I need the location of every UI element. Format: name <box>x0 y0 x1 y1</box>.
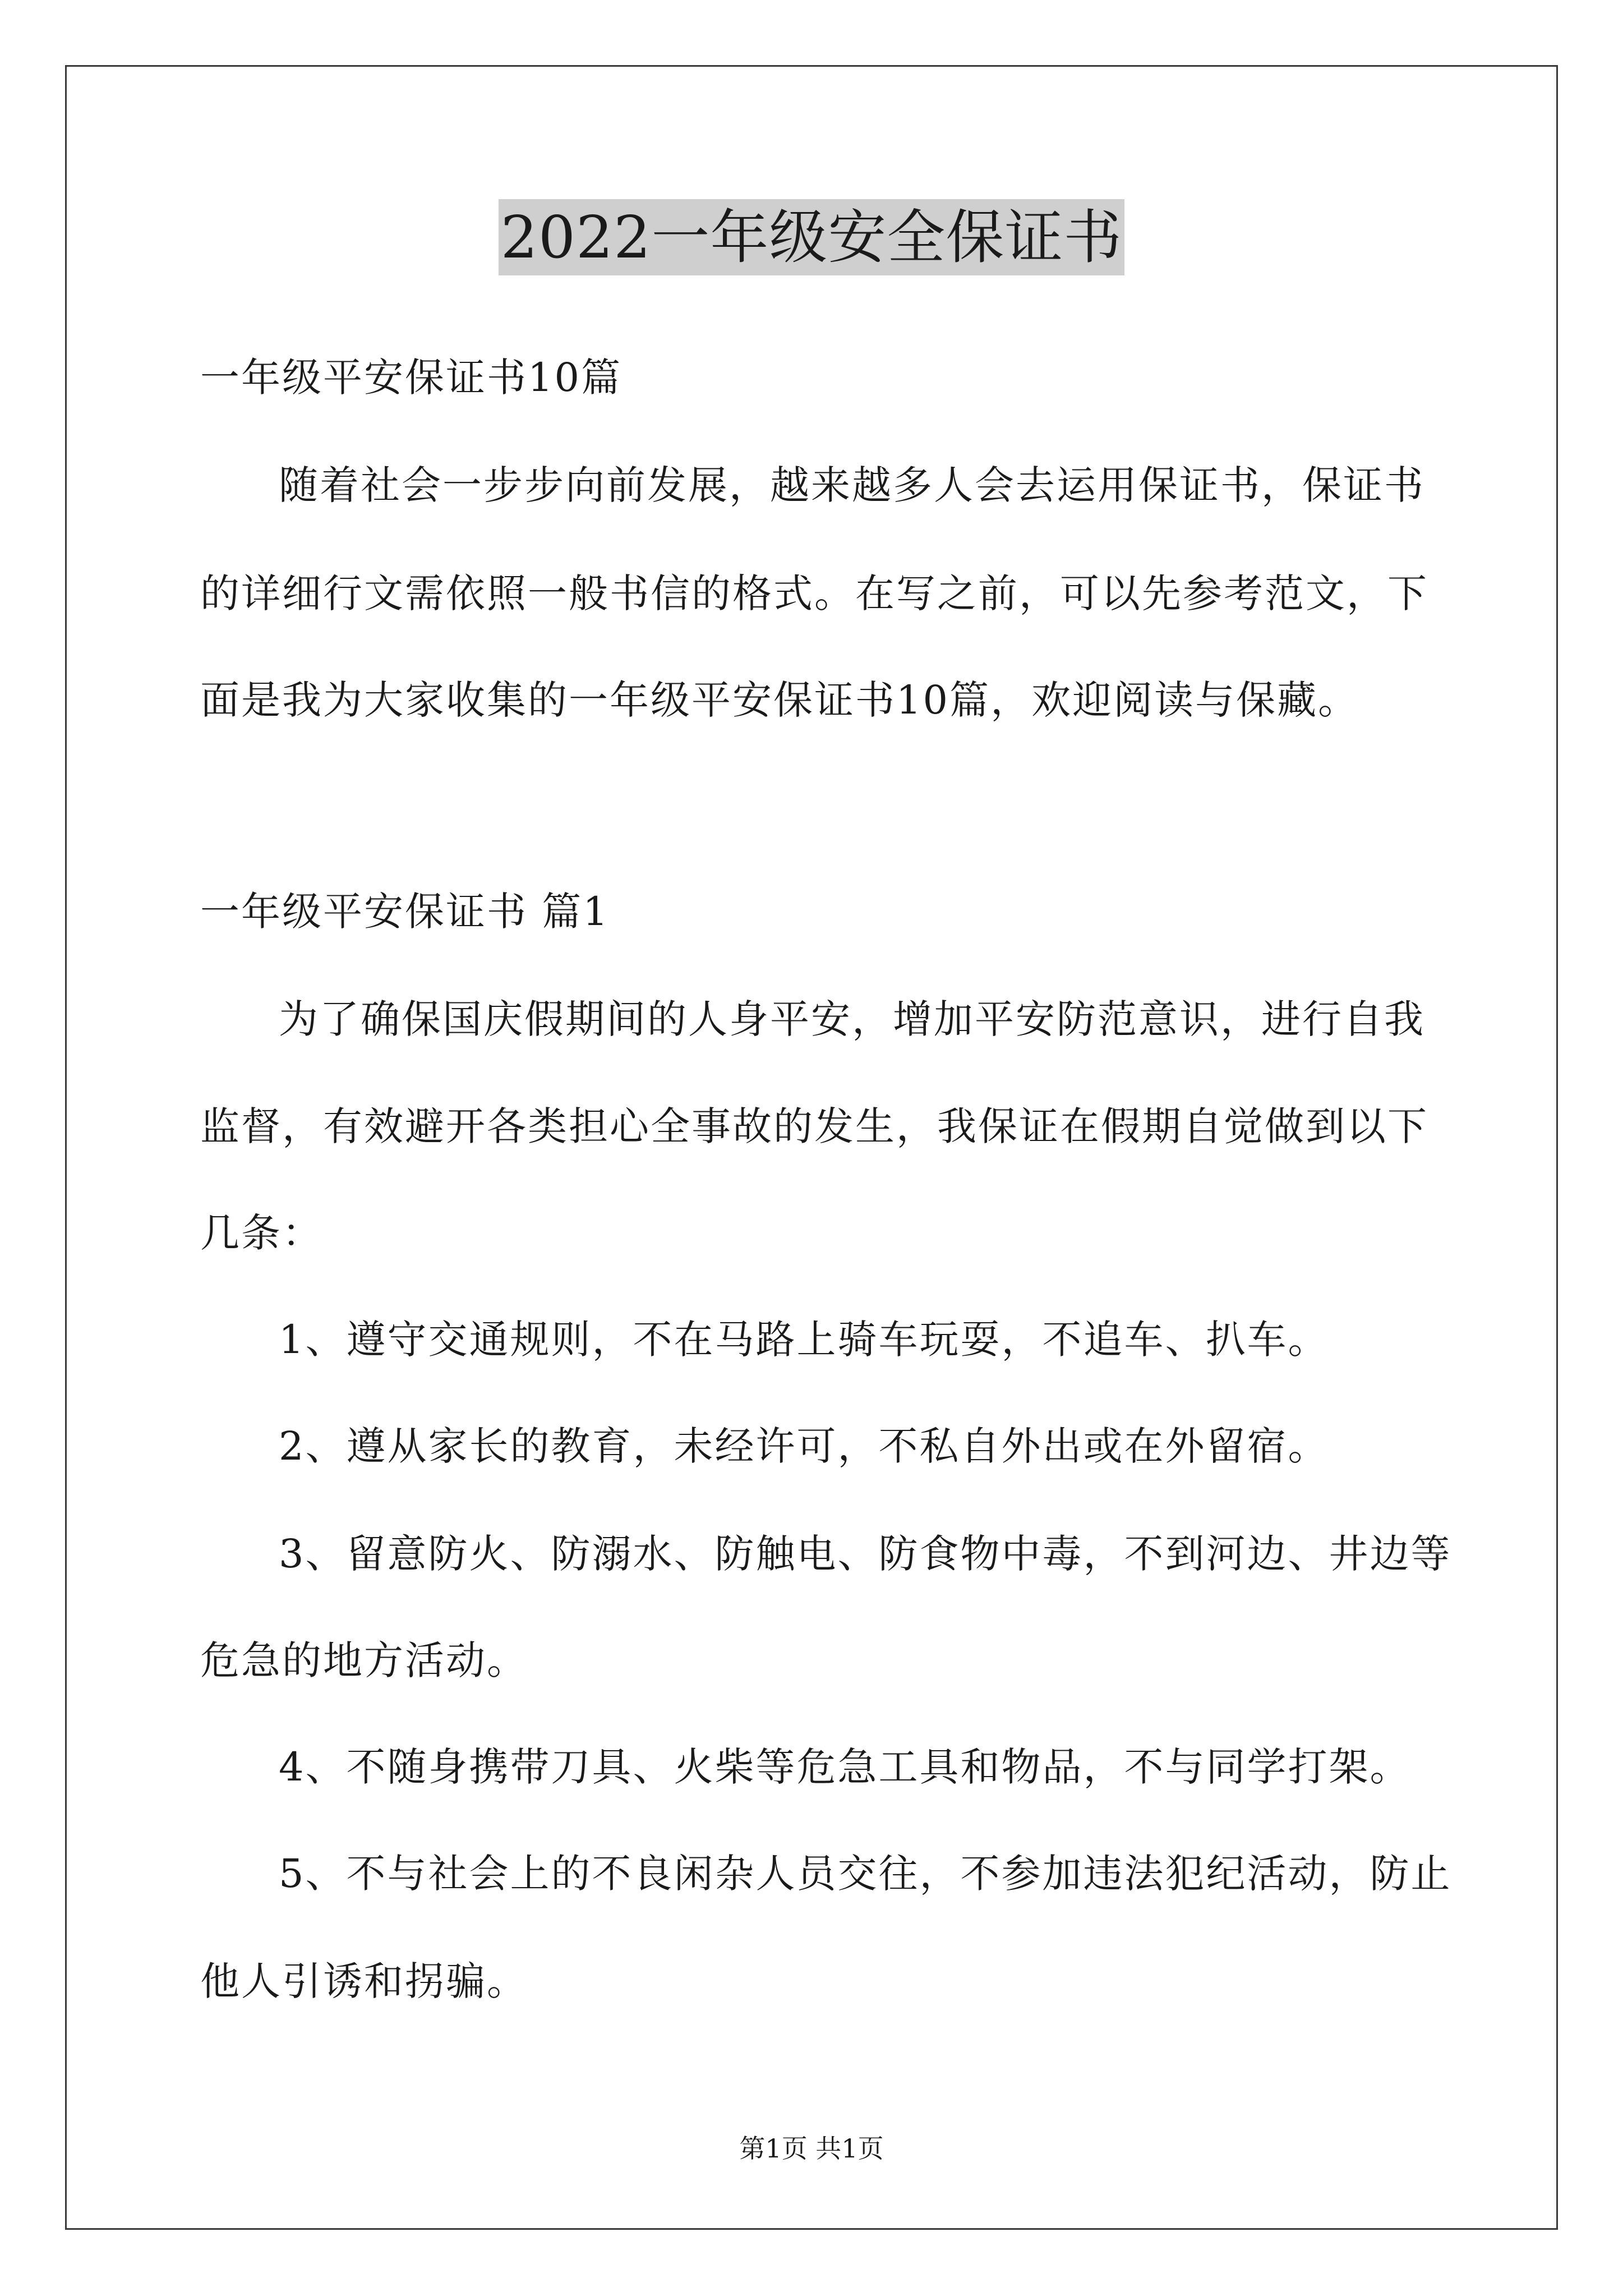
item-5: 5、不与社会上的不良闲杂人员交往，不参加违法犯纪活动，防止 <box>279 1851 1452 1897</box>
section-line-1: 为了确保国庆假期间的人身平安，增加平安防范意识，进行自我 <box>279 996 1425 1042</box>
item-4: 4、不随身携带刀具、火柴等危急工具和物品，不与同学打架。 <box>279 1744 1411 1790</box>
section-line-3: 几条： <box>200 1210 323 1256</box>
intro-line-3: 面是我为大家收集的一年级平安保证书10篇，欢迎阅读与保藏。 <box>200 677 1359 723</box>
section-line-2: 监督，有效避开各类担心全事故的发生，我保证在假期自觉做到以下 <box>200 1103 1428 1149</box>
intro-line-1: 随着社会一步步向前发展，越来越多人会去运用保证书，保证书 <box>279 462 1425 508</box>
item-3-continued: 危急的地方活动。 <box>200 1637 528 1683</box>
page-footer: 第1页 共1页 <box>739 2133 884 2164</box>
item-5-continued: 他人引诱和拐骗。 <box>200 1958 528 2004</box>
item-2: 2、遵从家长的教育，未经许可，不私自外出或在外留宿。 <box>279 1423 1329 1469</box>
item-3: 3、留意防火、防溺水、防触电、防食物中毒，不到河边、井边等 <box>279 1531 1452 1577</box>
intro-line-2: 的详细行文需依照一般书信的格式。在写之前，可以先参考范文，下 <box>200 570 1428 616</box>
item-1: 1、遵守交通规则，不在马路上骑车玩耍，不追车、扒车。 <box>279 1317 1329 1363</box>
subtitle: 一年级平安保证书10篇 <box>200 355 623 401</box>
title-wrap <box>0 199 1623 275</box>
section-heading: 一年级平安保证书 篇1 <box>200 889 610 935</box>
document-title: 2022一年级安全保证书 <box>499 199 1125 275</box>
